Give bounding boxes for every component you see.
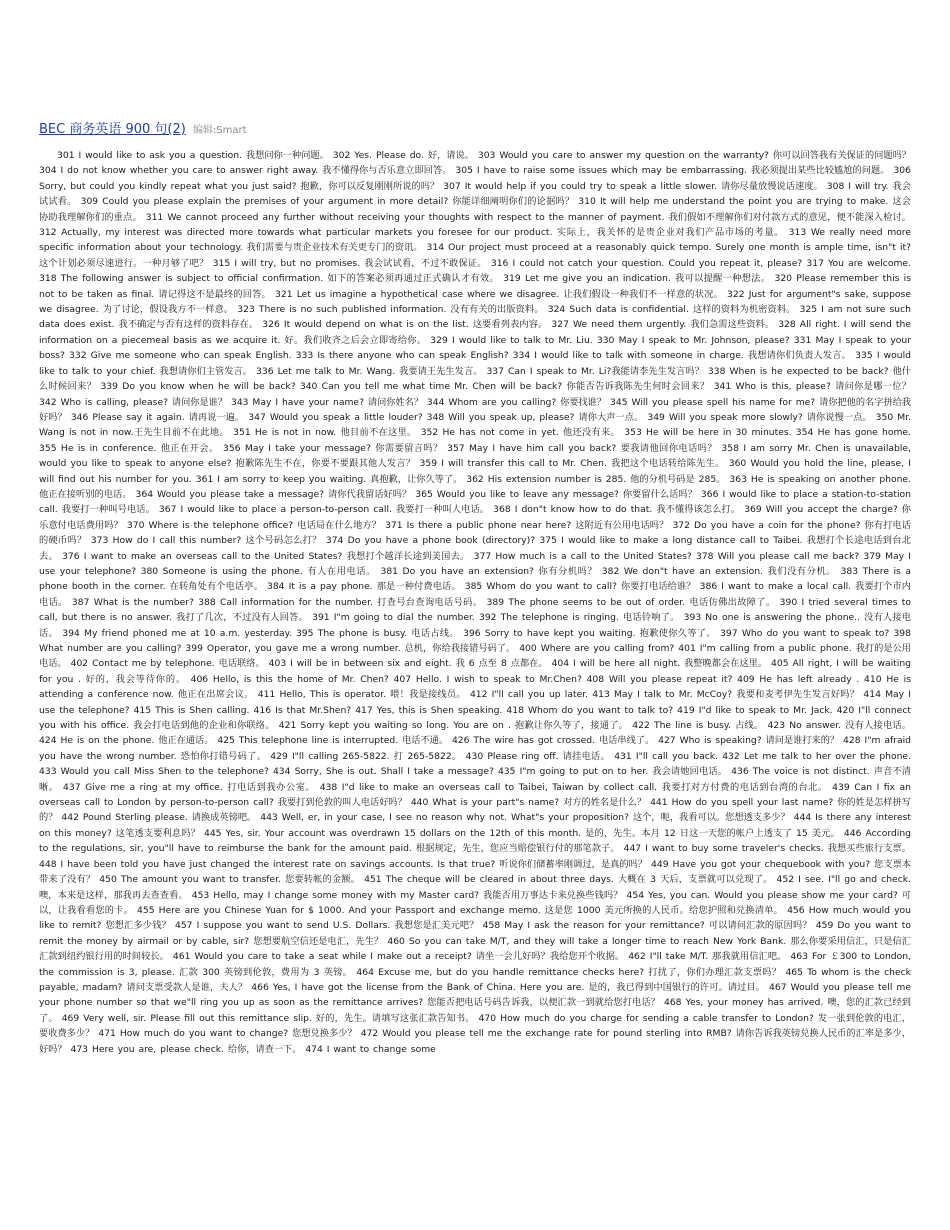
editor-credit: 编辑:Smart bbox=[192, 125, 247, 136]
document-title-link[interactable]: BEC 商务英语 900 句(2) bbox=[39, 122, 186, 137]
document-header bbox=[39, 118, 247, 137]
phrase-list-text: 301 I would like to ask you a question. 我想问你一种问题。 302 Yes. Please do. 好，请说。 303 Would you care to answer my question on the warranty? 你可以回答我有关保证的问题吗？ 304 I do not know whether you care to answer right away. 我不懂得你与否乐意立即回答。 305 I have to raise some issues which may be embarrassing. 我必须提出某些比较尴尬的问题。 306 Sorry, but could you kindly repeat what you just said? 抱歉，你可以反复刚刚所说的吗？ 307 It would help if you could try to speak a little slower. 请你尽量放慢说话速度。 308 I will try. 我会试试看。 309 Could you please explain the premises of your argument in more detail? 你能详细阐明你们的论据吗？ 310 It will help me understand the point you are trying to make. 这会协助我理解你们的重点。 311 We cannot proceed any further without receiving your thoughts with respect to the manner of payment. 我们假如不理解你们对付款方式的意见，便不能深入检讨。 312 Actually, my interest was directed more towards what particular markets you foresee for our product. 实际上，我关怀的是贵企业对我们产品市场的考量。 313 We really need more specific information about your technology. 我们需要与贵企业技术有关更专门的资讯。 314 Our project must proceed at a reasonably quick tempo. Surely one month is ample time, isn"t it?这个计划必须尽速进行。一种月够了吧？ 315 I will try, but no promises. 我会试试看，不过不敢保证。 316 I could not catch your question. Could you repeat it, please? 317 You are welcome. 318 The following answer is subject to official confirmation. 如下的答案必须再通过正式确认才有效。 319 Let me give you an indication. 我可以提醒一种想法。 320 Please remember this is not to be taken as final. 请记得这不是最终的回答。 321 Let us imagine a hypothetical case where we disagree. 让我们假设一种我们不一样意的状况。 322 Just for argument"s sake, suppose we disagree. 为了讨论，假设我方不一样意。 323 There is no such published information. 没有有关的出版资料。 324 Such data is confidential. 这样的资料为机密资料。 325 I am not sure such data does exist. 我不确定与否有这样的资料存在。 326 It would depend on what is on the list. 这要看列表内容。 327 We need them urgently. 我们急需这些资料。 328 All right. I will send the information on a piecemeal basis as we acquire it. 好。我们收齐之后会立即寄给你。 329 I would like to talk to Mr. Liu. 330 May I speak to Mr. Johnson, please? 331 May I speak to your boss? 332 Give me someone who can speak English. 333 Is there anyone who can speak English? 334 I would like to talk with someone in charge. 我想请你们负责人发言。 335 I would like to talk to your chief. 我想请你们主管发言。 336 Let me talk to Mr. Wang. 我要请王先生发言。 337 Can I speak to Mr. Li?我能请李先生发言吗？ 338 When is he expected to be back? 他什么时候回来？ 339 Do you know when he will be back? 340 Can you tell me what time Mr. Chen will be back? 你能否告诉我陈先生何时会回来？ 341 Who is this, please? 请问你是哪一位？ 342 Who is calling, please? 请问你是谁？ 343 May I have your name? 请问你姓名？ 344 Whom are you calling? 你要找谁？ 345 Will you please spell his name for me? 请你把他的名字拼给我好吗？ 346 Please say it again. 请再说一遍。 347 Would you speak a little louder? 348 Will you speak up, please? 请你大声一点。 349 Will you speak more slowly? 请你说慢一点。 350 Mr. Wang is not in now.王先生目前不在此地。 351 He is not in now. 他目前不在这里。 352 He has not come in yet. 他还没有来。 353 He will be here in 30 minutes. 354 He has gone home. 355 He is in conference. 他正在开会。 356 May I take your message? 你需要留言吗？ 357 May I have him call you back? 要我请他回你电话吗？ 358 I am sorry Mr. Chen is unavailable, would you like to speak to anyone else? 抱歉陈先生不在，你要不要跟其他人发言？ 359 I will transfer this call to Mr. Chen. 我把这个电话转给陈先生。 360 Would you hold the line, please, I will find out his number for you. 361 I am sorry to keep you waiting. 真抱歉，让你久等了。 362 His extension number is 285. 他的分机号码是 285。 363 He is speaking on another phone. 他正在接听别的电话。 364 Would you please take a message? 请你代我留话好吗？ 365 Would you like to leave any message? 你要留什么话吗？ 366 I would like to place a station-to-station call. 我要打一种叫号电话。 367 I would like to place a person-to-person call. 我要打一种叫人电话。 368 I don"t know how to do that. 我不懂得该怎么打。 369 Will you accept the charge? 你乐意付电话费用吗？ 370 Where is the telephone office? 电话局在什么地方？ 371 Is there a public phone near here? 这附近有公用电话吗？ 372 Do you have a coin for the phone? 你有打电话的硬币吗？ 373 How do I call this number? 这个号码怎么打？ 374 Do you have a phone book (directory)? 375 I would like to make a long distance call to Taibei. 我想打个长途电话到台北去。 376 I want to make an overseas call to the United States? 我想打个越洋长途到美国去。 377 How much is a call to the United States? 378 Will you please call me back? 379 May I use your telephone? 380 Someone is using the phone. 有人在用电话。 381 Do you have an extension? 你有分机吗？ 382 We don"t have an extension. 我们没有分机。 383 There is a phone booth in the corner. 在转角处有个电话亭。 384 It is a pay phone. 那是一种付费电话。 385 Whom do you want to call? 你要打电话给谁？ 386 I want to make a local call. 我要打个市内电话。 387 What is the number? 388 Call information for the number. 打查号台查询电话号码。 389 The phone seems to be out of order. 电话仿佛出故障了。 390 I tried several times to call, but there is no answer. 我打了几次，不过没有人回答。 391 I"m going to dial the number. 392 The telephone is ringing. 电话铃响了。 393 No one is answering the phone.. 没有人接电话。 394 My friend phoned me at 10 a.m. yesterday. 395 The phone is busy. 电话占线。 396 Sorry to have kept you waiting. 抱歉使你久等了。 397 Who do you want to speak to? 398 What number are you calling? 399 Operator, you gave me a wrong number. 总机，你给我接错号码了。 400 Where are you calling from? 401 I"m calling from a public phone. 我打的是公用电话。 402 Contact me by telephone. 电话联络。 403 I will be in between six and eight. 我 6 点至 8 点都在。 404 I will be here all night. 我整晚都会在这里。 405 All right, I will be waiting for you . 好的，我会等待你的。 406 Hello, is this the home of Mr. Chen? 407 Hello. I wish to speak to Mr.Chen? 408 Will you please repeat it? 409 He has left already . 410 He is attending a conference now. 他正在出席会议。 411 Hello, This is operator. 喂！我是接线员。 412 I"ll call you up later. 413 May I talk to Mr. McCoy? 我要和麦考伊先生发言好吗？ 414 May I use the telephone? 415 This is Shen calling. 416 Is that Mr.Shen? 417 Yes, this is Shen speaking. 418 Whom do you want to talk to? 419 I"d like to speak to Mr. Jack. 420 I"ll connect you with his office. 我会打电话到他的企业和你联络。 421 Sorry kept you waiting so long. You are on . 抱歉让你久等了，接通了。 422 The line is busy. 占线。 423 No answer. 没有人接电话。 424 He is on the phone. 他正在通话。 425 This telephone line is interrupted. 电话不通。 426 The wire has got crossed. 电话串线了。 427 Who is speaking? 请问是谁打来的？ 428 I"m afraid you have the wrong number. 恐怕你打错号码了。 429 I"ll calling 265-5822. 打 265-5822。 430 Please ring off. 请挂电话。 431 I"ll call you back. 432 Let me talk to her over the phone. 433 Would you call Miss Shen to the telephone? 434 Sorry, She is out. Shall I take a message? 435 I"m going to put on to her. 我会请她回电话。 436 The voice is not distinct. 声音不清晰。 437 Give me a ring at my office. 打电话到我办公室。 438 I"d like to make an overseas call to Taibei, Taiwan by collect call. 我要打对方付费的电话到台湾的台北。 439 Can I fix an overseas call to London by person-to-person call? 我要打到伦敦的叫人电话好吗？ 440 What is your part"s name? 对方的姓名是什么？ 441 How do you spell your last name? 你的姓是怎样拼写的？ 442 Pound Sterling please. 请换成英镑吧。 443 Well, er, in your case, I see no reason why not. What"s your proposition? 这个，呃，我看可以。您想透支多少？ 444 Is there any interest on this money? 这笔透支要利息吗？ 445 Yes, sir. Your account was overdrawn 15 dollars on the 12th of this month. 是的，先生。本月 12 日这一天您的帐户上透支了 15 美元。 446 According to the regulations, sir, you"ll have to reimburse the bank for the amount paid. 根据规定，先生，您应当赔偿银行付的那笔款子。 447 I want to buy some traveler's checks. 我想买些旅行支票。 448 I have been told you have just changed the interest rate on savings accounts. Is that true? 听说你们储蓄率刚调过，是真的吗？ 449 Have you got your chequebook with you? 您支票本带来了没有？ 450 The amount you want to transfer. 您要转帐的金额。 451 The cheque will be cleared in about three days. 大概在 3 天后，支票就可以兑现了。 452 I see. I"ll go and check. 噢，本来是这样，那我再去查查看。 453 Hello, may I change some money with my Master card? 我能否用万事达卡来兑换些钱吗？ 454 Yes, you can. Would you please show me your card? 可以，让我看看您的卡。 455 Here are you Chinese Yuan for $ 1000. And your Passport and exchange memo. 这是您 1000 美元所换的人民币。给您护照和兑换清单。 456 How much would you like to remit? 您想汇多少钱？ 457 I suppose you want to send U.S. Dollars. 我想您是汇美元吧？ 458 May I ask the reason for your remittance? 可以请问汇款的原因吗？ 459 Do you want to remit the money by airmail or by cable, sir? 您想要航空信还是电汇，先生？ 460 So you can take M/T, and they will take a longer time to reach New York Bank. 那么你要采用信汇，只是信汇汇款到纽约银行用的时间较长。 461 Would you care to take a seat while I make out a receipt? 请坐一会儿好吗？我给您开个收据。 462 I"ll take M/T. 那我就用信汇吧。 463 For ￡300 to London, the commission is 3, please. 汇款 300 英镑到伦敦，费用为 3 英镑。 464 Excuse me, but do you handle remittance checks here? 打扰了，你们办理汇款支票吗？ 465 To whom is the check payable, madam? 请问支票受款人是谁，夫人？ 466 Yes, I have got the license from the Bank of China. Here you are. 是的，我已得到中国银行的许可。请过目。 467 Would you please tell me your phone number so that we"ll ring you up as soon as the remittance arrives? 您能否把电话号码告诉我，以便汇款一到就给您打电话？ 468 Yes, your money has arrived. 噢，您的汇款已经到了。 469 Very well, sir. Please fill out this remittance slip. 好的，先生。请填写这张汇款告知书。 470 How much do you charge for sending a cable transfer to London? 发一张到伦敦的电汇，要收费多少？ 471 How much do you want to change? 您想兑换多少？ 472 Would you please tell me the exchange rate for pound sterling into RMB? 请你告诉我英镑兑换人民币的汇率是多少，好吗？ 473 Here you are, please check. 给你，请查一下。 474 I want to change some bbox=[39, 150, 912, 1055]
